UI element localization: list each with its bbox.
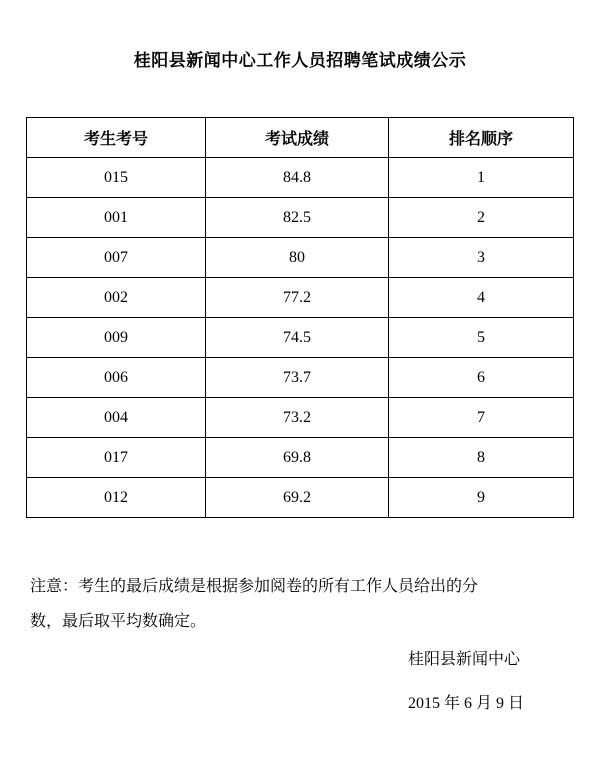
cell-exam-number: 012 bbox=[27, 478, 206, 518]
scores-table bbox=[26, 117, 574, 518]
table-header-row bbox=[27, 118, 574, 158]
cell-exam-score: 77.2 bbox=[206, 278, 389, 318]
cell-exam-number: 002 bbox=[27, 278, 206, 318]
cell-rank: 6 bbox=[389, 358, 574, 398]
header-rank: 排名顺序 bbox=[389, 118, 574, 158]
cell-exam-score: 73.7 bbox=[206, 358, 389, 398]
cell-exam-number: 015 bbox=[27, 158, 206, 198]
table-row bbox=[27, 438, 574, 478]
cell-rank: 4 bbox=[389, 278, 574, 318]
cell-exam-number: 001 bbox=[27, 198, 206, 238]
cell-rank: 5 bbox=[389, 318, 574, 358]
cell-rank: 8 bbox=[389, 438, 574, 478]
note-paragraph bbox=[30, 568, 575, 638]
cell-exam-score: 80 bbox=[206, 238, 389, 278]
note-line: 数，最后取平均数确定。 bbox=[30, 611, 207, 630]
table-row bbox=[27, 318, 574, 358]
cell-rank: 1 bbox=[389, 158, 574, 198]
note-line: 注意：考生的最后成绩是根据参加阅卷的所有工作人员给出的分 bbox=[30, 576, 479, 595]
table-row bbox=[27, 198, 574, 238]
cell-exam-score: 73.2 bbox=[206, 398, 389, 438]
cell-rank: 9 bbox=[389, 478, 574, 518]
cell-exam-score: 74.5 bbox=[206, 318, 389, 358]
issuing-organization: 桂阳县新闻中心 bbox=[408, 649, 521, 668]
cell-rank: 7 bbox=[389, 398, 574, 438]
table-row bbox=[27, 398, 574, 438]
table-row bbox=[27, 238, 574, 278]
table-row bbox=[27, 278, 574, 318]
table-row bbox=[27, 158, 574, 198]
cell-exam-number: 004 bbox=[27, 398, 206, 438]
issue-date: 2015 年 6 月 9 日 bbox=[408, 695, 525, 712]
cell-exam-number: 007 bbox=[27, 238, 206, 278]
cell-exam-score: 69.2 bbox=[206, 478, 389, 518]
cell-exam-number: 009 bbox=[27, 318, 206, 358]
cell-rank: 3 bbox=[389, 238, 574, 278]
cell-exam-number: 017 bbox=[27, 438, 206, 478]
cell-rank: 2 bbox=[389, 198, 574, 238]
table-row bbox=[27, 358, 574, 398]
cell-exam-number: 006 bbox=[27, 358, 206, 398]
header-exam-number: 考生考号 bbox=[27, 118, 206, 158]
cell-exam-score: 82.5 bbox=[206, 198, 389, 238]
cell-exam-score: 84.8 bbox=[206, 158, 389, 198]
header-exam-score: 考试成绩 bbox=[206, 118, 389, 158]
table-row bbox=[27, 478, 574, 518]
document-title: 桂阳县新闻中心工作人员招聘笔试成绩公示 bbox=[133, 51, 467, 71]
cell-exam-score: 69.8 bbox=[206, 438, 389, 478]
